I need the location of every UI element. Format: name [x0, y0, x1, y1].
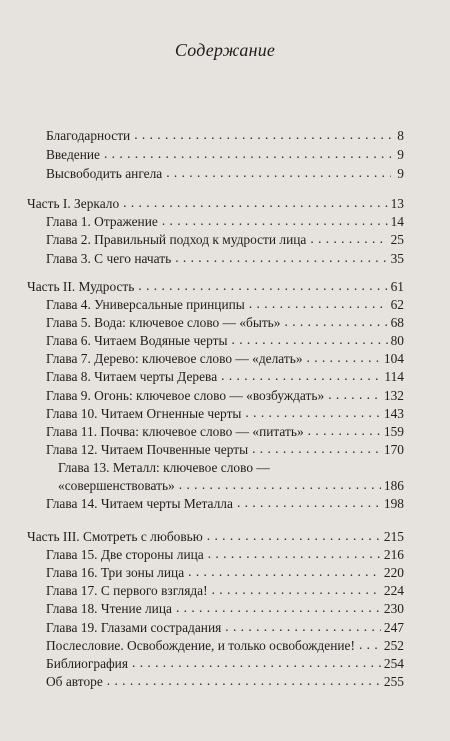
toc-chapter	[46, 546, 404, 563]
toc-part-1	[27, 195, 404, 212]
toc-chapter	[46, 441, 404, 458]
toc-page-number: 224	[383, 583, 404, 598]
toc-page-number: 62	[390, 297, 404, 312]
toc-page-number: 132	[383, 388, 404, 403]
toc-entry-label: Глава 16. Три зоны лица	[46, 565, 185, 580]
toc-part-2	[27, 278, 404, 295]
dot-leader	[179, 476, 381, 493]
toc-bibliography	[46, 655, 404, 672]
dot-leader	[212, 581, 381, 598]
dot-leader	[123, 194, 387, 211]
toc-page-number: 13	[390, 196, 404, 211]
toc-chapter	[46, 350, 404, 367]
dot-leader	[175, 249, 387, 266]
toc-page-number: 61	[390, 279, 404, 294]
toc-chapter	[46, 619, 404, 636]
toc-page-number: 247	[383, 620, 404, 635]
dot-leader	[328, 386, 381, 403]
toc-entry-acknowledgements	[46, 127, 404, 144]
toc-entry-label: Глава 11. Почва: ключевое слово — «питать»	[46, 424, 304, 439]
toc-entry-label: Глава 17. С первого взгляда!	[46, 583, 208, 598]
toc-page-number: 8	[397, 128, 404, 143]
dot-leader	[162, 212, 388, 229]
dot-leader	[134, 126, 391, 143]
toc-entry-label: Глава 14. Читаем черты Металла	[46, 496, 233, 511]
toc-chapter	[46, 231, 404, 248]
dot-leader	[188, 563, 381, 580]
toc-page-number: 230	[383, 601, 404, 616]
dot-leader	[166, 164, 391, 181]
toc-page-number: 68	[390, 315, 404, 330]
dot-leader	[138, 277, 387, 294]
toc-chapter	[46, 495, 404, 512]
dot-leader	[308, 422, 381, 439]
toc-entry-label: Введение	[46, 147, 100, 162]
toc-entry-introduction	[46, 146, 404, 163]
toc-chapter	[46, 314, 404, 331]
toc-entry-label: Глава 15. Две стороны лица	[46, 547, 204, 562]
toc-page-number: 220	[383, 565, 404, 580]
dot-leader	[208, 545, 381, 562]
dot-leader	[225, 618, 381, 635]
toc-entry-label: Глава 18. Чтение лица	[46, 601, 172, 616]
dot-leader	[132, 654, 381, 671]
toc-page-number: 215	[383, 529, 404, 544]
toc-chapter	[46, 564, 404, 581]
dot-leader	[249, 295, 388, 312]
dot-leader	[252, 440, 381, 457]
toc-chapter	[46, 213, 404, 230]
toc-chapter	[46, 250, 404, 267]
dot-leader	[359, 636, 381, 653]
toc-page-number: 216	[383, 547, 404, 562]
dot-leader	[232, 331, 388, 348]
toc-afterword	[46, 637, 404, 654]
toc-part-3	[27, 528, 404, 545]
toc-page-number: 104	[383, 351, 404, 366]
toc-page-number: 143	[383, 406, 404, 421]
toc-chapter	[46, 296, 404, 313]
toc-entry-label: Об авторе	[46, 674, 103, 689]
page-title: Содержание	[174, 40, 276, 60]
toc-entry-label: Библиография	[46, 656, 129, 671]
toc-part-label: Часть III. Смотреть с любовью	[27, 529, 203, 544]
toc-chapter	[46, 387, 404, 404]
toc-entry-label: Глава 2. Правильный подход к мудрости лица	[46, 232, 307, 247]
toc-page-number: 159	[383, 424, 404, 439]
toc-page-number: 80	[390, 333, 404, 348]
toc-chapter	[46, 600, 404, 617]
toc-entry-label: Глава 8. Читаем черты Дерева	[46, 369, 218, 384]
dot-leader	[310, 230, 387, 247]
dot-leader	[237, 494, 381, 511]
toc-page-number: 255	[383, 674, 404, 689]
toc-chapter	[46, 405, 404, 422]
toc-entry-label: Глава 7. Дерево: ключевое слово — «делать»	[46, 351, 303, 366]
toc-page-number: 9	[397, 166, 404, 181]
toc-entry-label: Глава 10. Читаем Огненные черты	[46, 406, 242, 421]
toc-page-number: 252	[383, 638, 404, 653]
dot-leader	[285, 313, 388, 330]
dot-leader	[207, 527, 381, 544]
toc-page-number: 35	[390, 251, 404, 266]
toc-entry-label: Послесловие. Освобождение, и только освобождение!	[46, 638, 355, 653]
toc-entry-label: Глава 19. Глазами сострадания	[46, 620, 222, 635]
toc-page-number: 198	[383, 496, 404, 511]
toc-page-number: 9	[397, 147, 404, 162]
toc-entry-label: Глава 12. Читаем Почвенные черты	[46, 442, 249, 457]
toc-chapter	[46, 582, 404, 599]
toc-chapter	[46, 332, 404, 349]
toc-part-label: Часть II. Мудрость	[27, 279, 135, 294]
toc-entry-label: Глава 9. Огонь: ключевое слово — «возбуждать»	[46, 388, 325, 403]
dot-leader	[307, 349, 381, 366]
toc-page-number: 114	[384, 369, 404, 384]
dot-leader	[221, 367, 381, 384]
toc-chapter-continuation	[58, 477, 404, 494]
toc-page-number: 25	[390, 232, 404, 247]
toc-about-author	[46, 673, 404, 690]
toc-chapter	[46, 368, 404, 385]
toc-entry-release-angel	[46, 165, 404, 182]
toc-page-number: 186	[383, 478, 404, 493]
toc-entry-label: Глава 4. Универсальные принципы	[46, 297, 245, 312]
toc-page-number: 254	[383, 656, 404, 671]
toc-entry-label: Высвободить ангела	[46, 166, 163, 181]
toc-entry-label: Глава 1. Отражение	[46, 214, 158, 229]
toc-part-label: Часть I. Зеркало	[27, 196, 120, 211]
toc-chapter	[46, 423, 404, 440]
toc-entry-label: Глава 6. Читаем Водяные черты	[46, 333, 228, 348]
toc-entry-label: «совершенствовать»	[58, 478, 175, 493]
dot-leader	[104, 145, 391, 162]
toc-page-number: 170	[383, 442, 404, 457]
dot-leader	[176, 599, 381, 616]
dot-leader	[107, 672, 381, 689]
dot-leader	[245, 404, 380, 421]
toc-entry-label: Глава 3. С чего начать	[46, 251, 172, 266]
toc-entry-label: Глава 5. Вода: ключевое слово — «быть»	[46, 315, 281, 330]
toc-chapter-title-line: Глава 13. Металл: ключевое слово —	[58, 460, 270, 475]
toc-page-number: 14	[390, 214, 404, 229]
toc-entry-label: Благодарности	[46, 128, 131, 143]
